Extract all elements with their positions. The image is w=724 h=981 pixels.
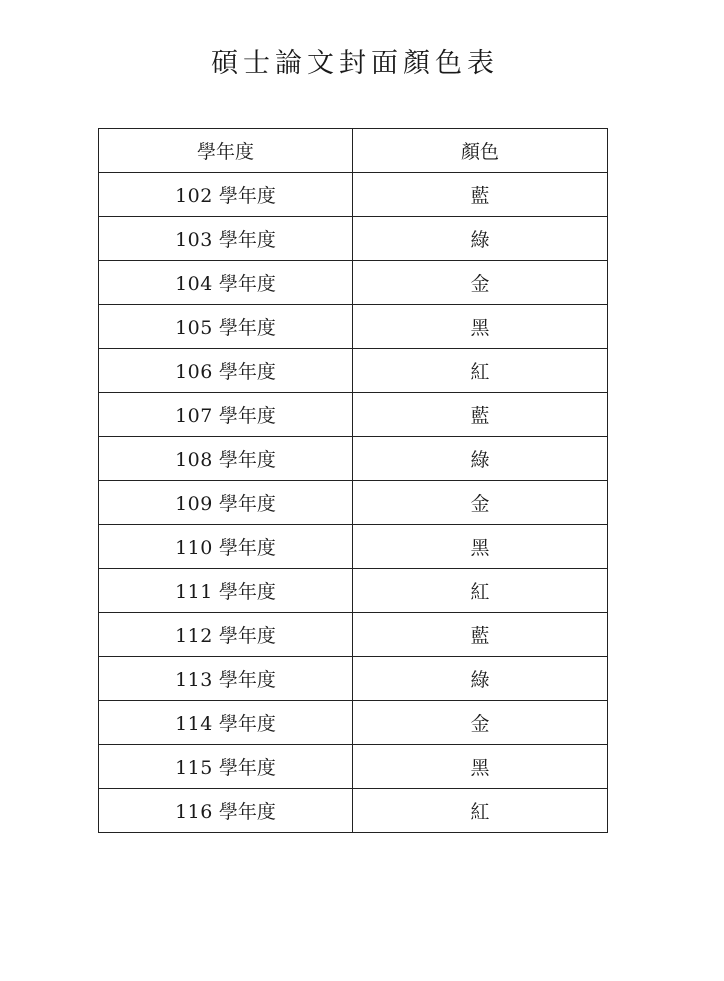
year-number: 113 bbox=[175, 669, 213, 691]
year-unit: 學年度 bbox=[218, 757, 276, 779]
academic-year-cell bbox=[99, 789, 353, 833]
year-unit: 學年度 bbox=[218, 801, 276, 823]
header-academic-year: 學年度 bbox=[99, 129, 353, 173]
year-number: 103 bbox=[175, 229, 213, 251]
academic-year-cell bbox=[99, 657, 353, 701]
table-body bbox=[99, 173, 608, 833]
header-color: 顏色 bbox=[353, 129, 608, 173]
year-unit: 學年度 bbox=[218, 493, 276, 515]
year-number: 102 bbox=[175, 185, 213, 207]
year-unit: 學年度 bbox=[218, 537, 276, 559]
document-title: 碩士論文封面顏色表 bbox=[211, 48, 499, 79]
year-unit: 學年度 bbox=[218, 581, 276, 603]
year-unit: 學年度 bbox=[218, 625, 276, 647]
cover-color-cell: 黑 bbox=[353, 305, 608, 349]
year-unit: 學年度 bbox=[218, 405, 276, 427]
academic-year-cell bbox=[99, 613, 353, 657]
cover-color-cell: 綠 bbox=[353, 657, 608, 701]
year-unit: 學年度 bbox=[218, 449, 276, 471]
cover-color-cell: 黑 bbox=[353, 525, 608, 569]
year-unit: 學年度 bbox=[218, 317, 276, 339]
table-row bbox=[99, 305, 608, 349]
cover-color-cell: 紅 bbox=[353, 569, 608, 613]
cover-color-cell: 藍 bbox=[353, 613, 608, 657]
table-row bbox=[99, 481, 608, 525]
year-number: 107 bbox=[175, 405, 213, 427]
year-number: 104 bbox=[175, 273, 213, 295]
cover-color-table bbox=[98, 128, 608, 833]
year-unit: 學年度 bbox=[218, 185, 276, 207]
cover-color-cell: 藍 bbox=[353, 173, 608, 217]
year-number: 116 bbox=[175, 801, 213, 823]
cover-color-cell: 黑 bbox=[353, 745, 608, 789]
cover-color-cell: 金 bbox=[353, 481, 608, 525]
table-row bbox=[99, 217, 608, 261]
table-row bbox=[99, 569, 608, 613]
year-unit: 學年度 bbox=[218, 361, 276, 383]
academic-year-cell bbox=[99, 525, 353, 569]
academic-year-cell bbox=[99, 569, 353, 613]
cover-color-cell: 紅 bbox=[353, 789, 608, 833]
table-row bbox=[99, 613, 608, 657]
table-row bbox=[99, 701, 608, 745]
year-number: 112 bbox=[175, 625, 213, 647]
table-row bbox=[99, 657, 608, 701]
year-unit: 學年度 bbox=[218, 229, 276, 251]
year-number: 105 bbox=[175, 317, 213, 339]
table-row bbox=[99, 525, 608, 569]
academic-year-cell bbox=[99, 437, 353, 481]
table-row bbox=[99, 173, 608, 217]
academic-year-cell bbox=[99, 173, 353, 217]
academic-year-cell bbox=[99, 349, 353, 393]
year-number: 109 bbox=[175, 493, 213, 515]
year-number: 108 bbox=[175, 449, 213, 471]
table-row bbox=[99, 349, 608, 393]
year-number: 110 bbox=[175, 537, 213, 559]
year-number: 111 bbox=[175, 581, 213, 603]
academic-year-cell bbox=[99, 305, 353, 349]
table-row bbox=[99, 261, 608, 305]
table-row bbox=[99, 789, 608, 833]
cover-color-cell: 綠 bbox=[353, 217, 608, 261]
cover-color-cell: 紅 bbox=[353, 349, 608, 393]
cover-color-cell: 藍 bbox=[353, 393, 608, 437]
year-unit: 學年度 bbox=[218, 669, 276, 691]
year-unit: 學年度 bbox=[218, 273, 276, 295]
table-row bbox=[99, 437, 608, 481]
year-number: 115 bbox=[175, 757, 213, 779]
academic-year-cell bbox=[99, 701, 353, 745]
year-number: 106 bbox=[175, 361, 213, 383]
academic-year-cell bbox=[99, 217, 353, 261]
cover-color-cell: 金 bbox=[353, 261, 608, 305]
table-header-row bbox=[99, 129, 608, 173]
cover-color-cell: 綠 bbox=[353, 437, 608, 481]
table-row bbox=[99, 393, 608, 437]
academic-year-cell bbox=[99, 261, 353, 305]
year-unit: 學年度 bbox=[218, 713, 276, 735]
academic-year-cell bbox=[99, 481, 353, 525]
table-row bbox=[99, 745, 608, 789]
academic-year-cell bbox=[99, 393, 353, 437]
year-number: 114 bbox=[175, 713, 213, 735]
academic-year-cell bbox=[99, 745, 353, 789]
cover-color-cell: 金 bbox=[353, 701, 608, 745]
